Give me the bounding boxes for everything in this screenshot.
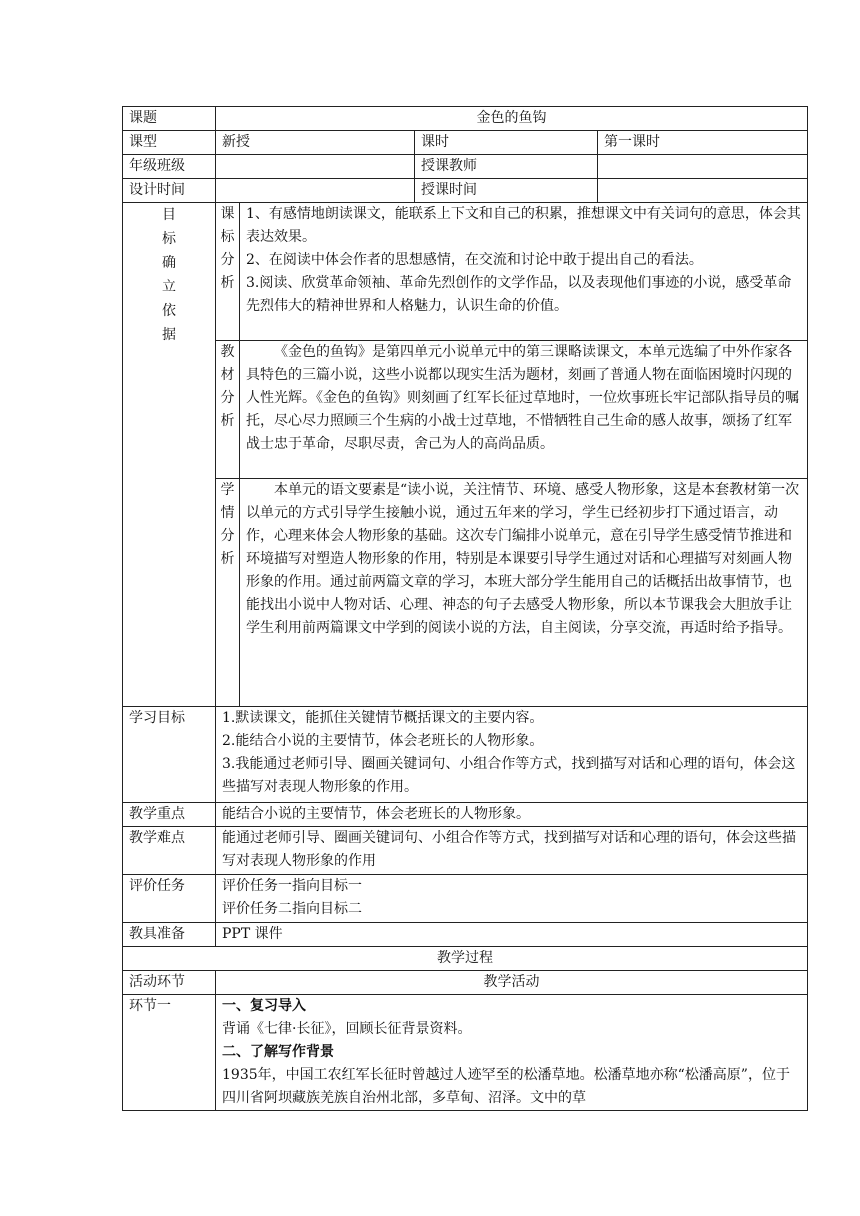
row-standard-analysis [123, 203, 808, 341]
goal-item: 1.默读课文，能抓住关键情节概括课文的主要内容。 [222, 710, 544, 726]
lesson-plan-table [122, 106, 808, 1111]
goal-item: 3.我能通过老师引导、圈画关键词句、小组合作等方式，找到描写对话和心理的语句，体会这些描写对表现人物形象的作用。 [222, 756, 796, 795]
row-class [123, 155, 808, 179]
student-analysis-label: 学 情 分 析 [216, 479, 240, 707]
design-time-label: 设计时间 [123, 179, 216, 203]
material-analysis-label: 教 材 分 析 [216, 341, 240, 479]
row-material-analysis [123, 341, 808, 479]
goal-item: 2.能结合小说的主要情节，体会老班长的人物形象。 [222, 733, 544, 749]
row-difficulty [123, 827, 808, 875]
tools-value: PPT 课件 [216, 923, 808, 947]
design-time-value [216, 179, 415, 203]
assessment-item: 评价任务二指向目标二 [222, 901, 362, 917]
row-stage1 [123, 995, 808, 1111]
assessment-label: 评价任务 [123, 875, 216, 923]
period-label: 课时 [415, 131, 598, 155]
row-tools [123, 923, 808, 947]
row-process-header [123, 971, 808, 995]
topic-label: 课题 [123, 107, 216, 131]
key-point-value: 能结合小说的主要情节，体会老班长的人物形象。 [216, 803, 808, 827]
row-assessment [123, 875, 808, 923]
stage-column-header: 活动环节 [123, 971, 216, 995]
row-student-analysis [123, 479, 808, 707]
activity-column-header: 教学活动 [216, 971, 808, 995]
row-process-title [123, 947, 808, 971]
lesson-time-label: 授课时间 [415, 179, 598, 203]
stage1-heading1: 一、复习导入 [222, 998, 306, 1014]
material-analysis-content: 《金色的鱼钩》是第四单元小说单元中的第三课略读课文，本单元选编了中外作家各具特色的三篇小说，这些小说都以现实生活为题材，刻画了普通人物在面临困境时闪现的人性光辉。《金色的鱼钩》则刻画了红军长征过草地时，一位炊事班长牢记部队指导员的嘱托，尽心尽力照顾三个生病的小战士过草地，不惜牺牲自己生命的感人故事，颂扬了红军战士忠于革命，尽职尽责，舍己为人的高尚品质。 [240, 341, 808, 479]
standard-analysis-content: 1、有感情地朗读课文，能联系上下文和自己的积累，推想课文中有关词句的意思，体会其表达效果。 2、在阅读中体会作者的思想感情，在交流和讨论中敢于提出自己的看法。 3.阅读、欣赏革命领袖、革命先烈创作的文学作品，以及表现他们事迹的小说，感受革命先烈伟大的精神世界和人格魅力，认识生命的价值。 [240, 203, 808, 341]
teacher-label: 授课教师 [415, 155, 598, 179]
row-topic [123, 107, 808, 131]
assessment-content [216, 875, 808, 923]
tools-label: 教具准备 [123, 923, 216, 947]
difficulty-value: 能通过老师引导、圈画关键词句、小组合作等方式，找到描写对话和心理的语句，体会这些描写对表现人物形象的作用 [216, 827, 808, 875]
class-value [216, 155, 415, 179]
stage1-heading2: 二、了解写作背景 [222, 1044, 334, 1060]
stage1-text1: 背诵《七律·长征》，回顾长征背景资料。 [222, 1021, 472, 1037]
standard-analysis-label: 课 标 分 析 [216, 203, 240, 341]
teacher-value [598, 155, 808, 179]
goals-label: 学习目标 [123, 707, 216, 803]
row-key-point [123, 803, 808, 827]
topic-value: 金色的鱼钩 [216, 107, 808, 131]
row-type [123, 131, 808, 155]
row-time [123, 179, 808, 203]
assessment-item: 评价任务一指向目标一 [222, 878, 362, 894]
stage1-text2: 1935年，中国工农红军长征时曾越过人迹罕至的松潘草地。松潘草地亦称“松潘高原”，位于四川省阿坝藏族羌族自治州北部，多草甸、沼泽。文中的草 [222, 1067, 790, 1106]
difficulty-label: 教学难点 [123, 827, 216, 875]
type-value: 新授 [216, 131, 415, 155]
process-title: 教学过程 [123, 947, 808, 971]
type-label: 课型 [123, 131, 216, 155]
class-label: 年级班级 [123, 155, 216, 179]
lesson-time-value [598, 179, 808, 203]
goals-content [216, 707, 808, 803]
basis-label: 目 标 确 立 依 据 [123, 203, 216, 707]
stage1-content [216, 995, 808, 1111]
row-goals [123, 707, 808, 803]
student-analysis-content: 本单元的语文要素是“读小说，关注情节、环境、感受人物形象，这是本套教材第一次以单元的方式引导学生接触小说，通过五年来的学习，学生已经初步打下通过语言，动作，心理来体会人物形象的基础。这次专门编排小说单元，意在引导学生感受情节推进和环境描写对塑造人物形象的作用，特别是本课要引导学生通过对话和心理描写对刻画人物形象的作用。通过前两篇文章的学习，本班大部分学生能用自己的话概括出故事情节，也能找出小说中人物对话、心理、神态的句子去感受人物形象，所以本节课我会大胆放手让学生利用前两篇课文中学到的阅读小说的方法，自主阅读，分享交流，再适时给予指导。 [240, 479, 808, 707]
period-value: 第一课时 [598, 131, 808, 155]
stage1-label: 环节一 [123, 995, 216, 1111]
key-point-label: 教学重点 [123, 803, 216, 827]
